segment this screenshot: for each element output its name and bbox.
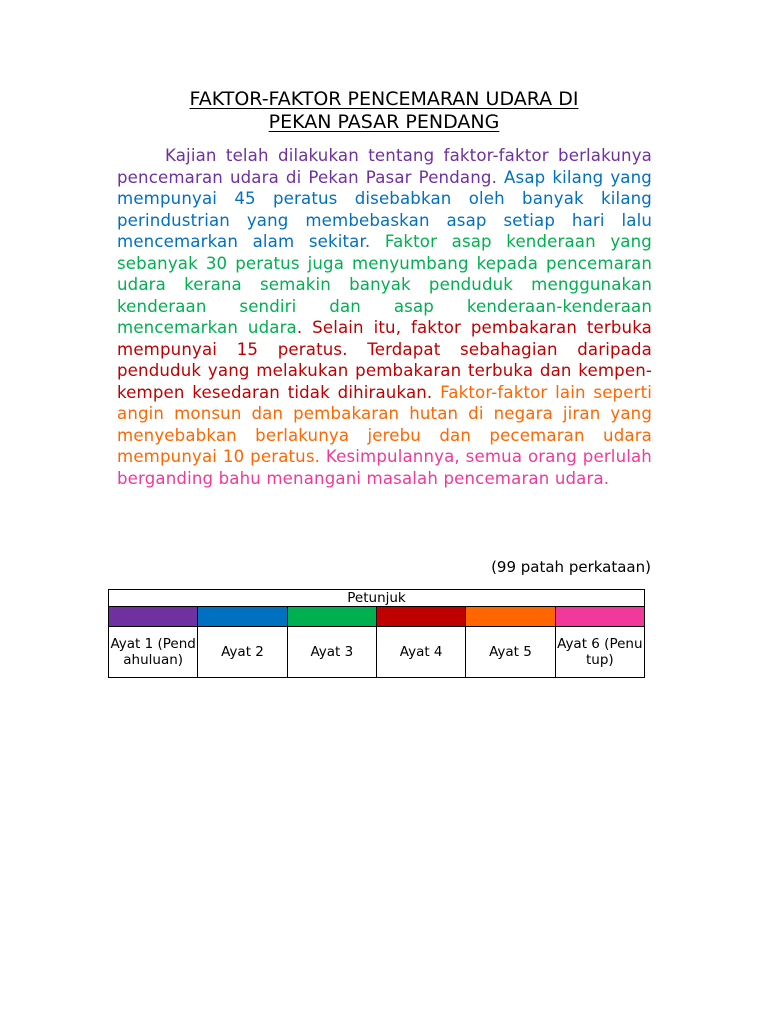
sentence-4: . Selain itu, faktor pembakaran terbuka mempunyai 15 peratus. Terdapat sebahagian daripada penduduk yang melakukan pembakaran terbuka dan kempen-kempen kesedaran tidak dihiraukan. xyxy=(117,318,652,402)
title-line-2: PEKAN PASAR PENDANG xyxy=(268,111,500,133)
legend-header: Petunjuk xyxy=(109,590,645,607)
word-count: (99 patah perkataan) xyxy=(491,558,651,576)
legend-label-2: Ayat 2 xyxy=(198,627,287,678)
swatch-row xyxy=(109,607,645,627)
label-row xyxy=(109,627,645,678)
legend-label-1: Ayat 1 (Pendahuluan) xyxy=(109,627,198,678)
legend-label-4: Ayat 4 xyxy=(376,627,465,678)
sentence-2: Asap kilang yang mempunyai 45 peratus disebabkan oleh banyak kilang perindustrian yang membebaskan asap setiap hari lalu mencemarkan alam sekitar. xyxy=(117,167,652,251)
document-title xyxy=(0,88,768,134)
legend-label-3: Ayat 3 xyxy=(287,627,376,678)
title-line-1: FAKTOR-FAKTOR PENCEMARAN UDARA DI xyxy=(189,88,579,110)
sentence-5: Faktor-faktor lain seperti angin monsun dan pembakaran hutan di negara jiran yang menyebabkan berlakunya jerebu dan pecemaran udara mempunyai 10 peratus. xyxy=(117,382,652,466)
sentence-6: Kesimpulannya, semua orang perlulah berganding bahu menangani masalah pencemaran udara. xyxy=(117,447,652,488)
swatch-6 xyxy=(555,607,644,627)
swatch-1 xyxy=(109,607,198,627)
essay-paragraph xyxy=(117,145,652,489)
sentence-3: Faktor asap kenderaan yang sebanyak 30 peratus juga menyumbang kepada pencemaran udara kerana semakin banyak penduduk menggunakan kenderaan sendiri dan asap kenderaan-kenderaan mencemarkan udara xyxy=(117,232,652,337)
swatch-2 xyxy=(198,607,287,627)
swatch-5 xyxy=(466,607,555,627)
swatch-4 xyxy=(376,607,465,627)
legend-label-5: Ayat 5 xyxy=(466,627,555,678)
swatch-3 xyxy=(287,607,376,627)
legend-label-6: Ayat 6 (Penutup) xyxy=(555,627,644,678)
sentence-1: Kajian telah dilakukan tentang faktor-faktor berlakunya pencemaran udara di Pekan Pasar Pendang. xyxy=(117,146,652,187)
legend-table xyxy=(108,589,645,678)
